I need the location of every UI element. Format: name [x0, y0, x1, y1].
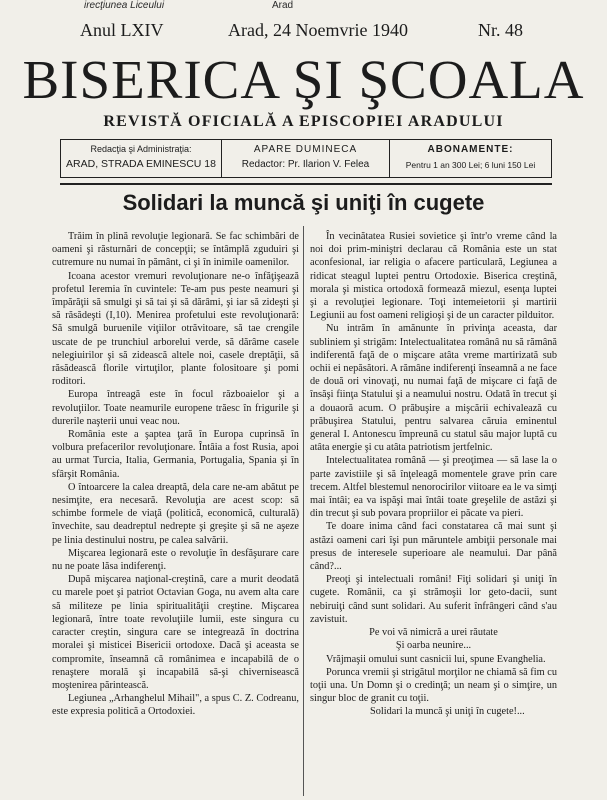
paragraph: Porunca vremii şi strigătul morţilor ne chiamă să fim cu toţii una. Un Domn şi o credinţă; un neam şi o simţire, un singur bloc de granit cu toţii.: [310, 666, 557, 705]
library-stamp: irecţiunea Liceului: [84, 0, 165, 11]
appears-label: APARE DUMINECA: [253, 144, 358, 155]
subscriptions-box: [389, 139, 552, 178]
paragraph: În vecinătatea Rusiei sovietice şi într'o vreme când la noi doi prim-miniştri declarau că România este un stat aconfesional, iar religia o afacere particulară, Legiunea a ridicat steagul luptei pentru Ortodoxie. Biserica creştină, morala şi mistica ortodoxă formează miezul, esenţa luptei şi a revoluţiei legionare. Toţi intemeietorii şi martirii Legiunii au fost oameni religioşi şi de un caracter pilduitor.: [310, 231, 557, 322]
article-left-column: [52, 230, 299, 719]
admin-label: Redacţia şi Administraţia:: [90, 144, 192, 154]
article-headline: Solidari la muncă şi uniţi în cugete: [122, 190, 485, 215]
library-stamp-city: Arad: [272, 0, 294, 11]
paragraph: O întoarcere la calea dreaptă, dela care ne-am abătut pe nesimţite, era necesară. Revoluţia are acest scop: să schimbe formele de viaţă (politică, economică, culturală) învechite, sau deadreptul nedrepte şi greşite şi să ne aşeze pe linia destinului nostru, pe calea salvării.: [52, 481, 299, 546]
paragraph: Te doare inima când faci constatarea că mai sunt şi astăzi oameni cari îşi pun măruntele ambiţii personale mai presus de interesele superioare ale neamului. Dar până când?...: [310, 521, 557, 573]
subscriptions-prices: Pentru 1 an 300 Lei; 6 luni 150 Lei: [405, 160, 536, 170]
subscriptions-label: ABONAMENTE:: [427, 144, 514, 155]
paragraph: Nu intrăm în amănunte în privinţa aceasta, dar subliniem şi strigăm: Intelectualitatea românâ nu să rămână indiferentă faţă de o mişcare atâta vreme martirizată sub ochii ei nepăsători. A rămâne indiferenţi înseamnă a ne face de două ori vinovaţi, nu numai faţă de mişcare ci faţă de însăşi fiinţa Statului şi a neamului nostru. Odată în trecut şi a douaoră acum. O prăbuşire a mişcării echivalează cu prăbuşirea Statului, pentru salvarea căruia eminentul general I. Antonescu împreună cu statul său major luptă cu atâta energie şi cu atâta patriotism jertfelnic.: [310, 323, 557, 454]
admin-address: ARAD, STRADA EMINESCU 18: [66, 158, 216, 170]
header-rule: [60, 183, 552, 185]
paragraph: Intelectualitatea română — şi preoţimea — să lase la o parte zavistiile şi să înţeleagă momentele grave prin care trecem. Altfel blestemul nenorocirilor viitoare ea le va simţi mai întâi; ea va ispăşi mai întâi toate greşelile de astăzi şi din trecut şi sub povara propriilor ei păcate va pieri.: [310, 455, 557, 520]
paragraph: Trăim în plină revoluţie legionară. Se fac schimbări de oameni şi răsturnări de concepţii; se întâmplă zguduiri şi cutremure nu numai în pământ, ci şi în inimile oamenilor.: [52, 231, 299, 269]
paragraph: Mişcarea legionară este o revoluţie în desfăşurare care nu ne poate lăsa indiferenţi.: [52, 547, 299, 573]
admin-box: [60, 139, 222, 178]
closing-line: Solidari la muncă şi uniţi în cugete!...: [370, 706, 525, 718]
appears-box: [222, 139, 389, 178]
volume-label: Anul LXIV: [80, 20, 164, 40]
paragraph: Europa întreagă este în focul războaielor şi a revoluţiilor. Toate neamurile europene trăesc în frigurile şi durerile naşterii unui veac nou.: [52, 389, 299, 427]
paragraph: După mişcarea naţional-creştină, care a murit deodată cu marele poet şi patriot Octavian Goga, nu avem alta care să militeze pe linia spiritualităţii creştine. Mişcarea legionară, între toate revoluţiile lumii, este singura cu caracter creştin, singura care se integrează în doctrina moralei şi misticei Bisericii ortodoxe. Dacă şi aceasta se compromite, înseamnă că românimea e incapabilă de o renaştere morală şi incapabilă să-şi chivernisească moştenirea părintească.: [52, 574, 299, 691]
column-divider: [303, 226, 304, 796]
masthead-title: BISERICA ŞI ŞCOALA: [22, 49, 585, 110]
paragraph: România este a şaptea ţară în Europa cuprinsă în volbura prefacerilor revoluţionare. Întâia a fost Rusia, apoi au urmat Turcia, Italia, Germania, Portugalia, Spania şi în sfârşit România.: [52, 429, 299, 480]
paragraph: Icoana acestor vremuri revoluţionare ne-o înfăţişează profetul Ieremia în cuvintele: Te-am pus peste neamuri şi împărăţii să smulgi şi să tai şi să dărâmi, şi iar să zideşti şi să răsădeşti (I,10). Menirea profetului este revoluţionară: Să smulgă buruenile viţiilor otrăvitoare, să tae crengile uscate de pe trunchiul arborelui verde, să dărâme casele nelegiuirilor şi să zidească altele noi, casele dreptăţii, să răsădească florile virtuţilor, plante folositoare şi pomi roditori.: [52, 270, 299, 388]
article-right-column: [310, 230, 557, 719]
paragraph: Vrăjmaşii omului sunt casnicii lui, spune Evanghelia.: [326, 653, 546, 665]
issue-number: Nr. 48: [478, 20, 523, 40]
masthead-subtitle: REVISTĂ OFICIALĂ A EPISCOPIEI ARADULUI: [103, 113, 504, 130]
verse-line: Pe voi vă nimicră a urei răutate: [369, 627, 498, 639]
paragraph: Preoţi şi intelectuali români! Fiţi solidari şi uniţi în cugete. Românii, ca şi strămoşii lor geto-dacii, sunt nebiruiţi când sunt solidari. Au suferit înfrângeri când s'au zavistuit.: [310, 574, 557, 625]
place-date: Arad, 24 Noemvrie 1940: [228, 20, 408, 40]
editor-label: Redactor: Pr. Ilarion V. Felea: [241, 159, 370, 170]
verse-line: Şi oarba neunire...: [395, 640, 472, 652]
paragraph: Legiunea „Arhanghelul Mihail", a spus C. Z. Codreanu, este expresia politică a Ortodoxiei.: [52, 693, 299, 718]
